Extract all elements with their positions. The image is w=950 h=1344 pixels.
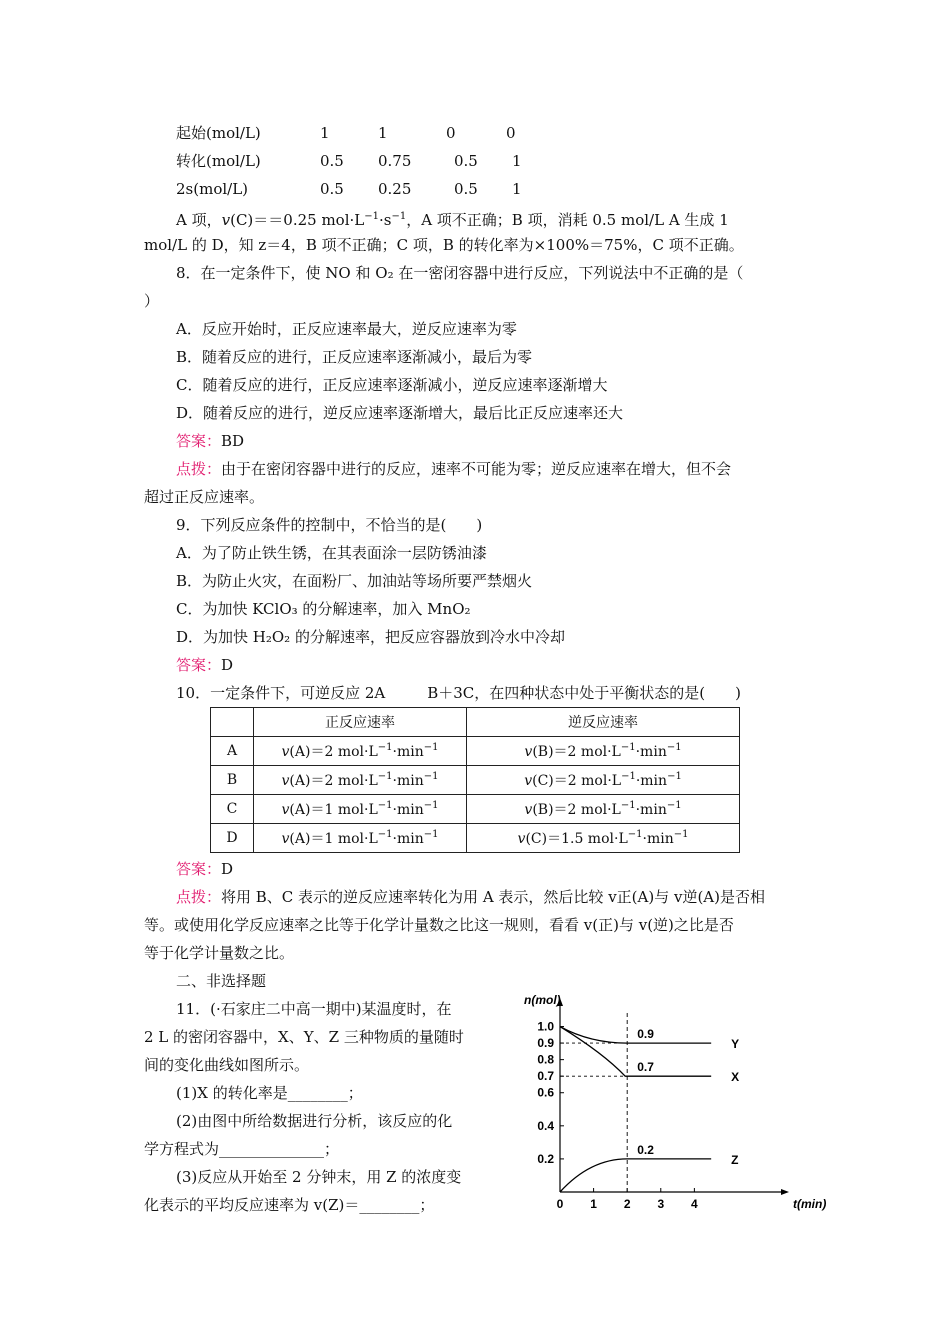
q10-hint-cont: 等。或使用化学反应速率之比等于化学计量数之比这一规则，看看 v(正)与 v(逆)之比是否 xyxy=(144,916,734,934)
section-heading: 二、非选择题 xyxy=(176,972,267,990)
series-value-label-z: 0.2 xyxy=(637,1142,654,1157)
q11-sub3-cont: 化表示的平均反应速率为 v(Z)＝________； xyxy=(144,1196,435,1214)
q8-stem: 8．在一定条件下，使 NO 和 O₂ 在一密闭容器中进行反应，下列说法中不正确的是（ xyxy=(176,264,744,282)
series-value-label-x: 0.7 xyxy=(637,1060,654,1075)
q9-option-c: C．为加快 KClO₃ 的分解速率，加入 MnO₂ xyxy=(176,600,471,618)
q8-hint: 点拨：由于在密闭容器中进行的反应，速率不可能为零；逆反应速率在增大，但不会 xyxy=(176,460,732,478)
x-tick-label: 0 xyxy=(556,1197,564,1211)
y-tick-label: 0.6 xyxy=(537,1085,554,1100)
q8-answer: 答案：BD xyxy=(176,432,245,450)
q11-sub3: (3)反应从开始至 2 分钟末，用 Z 的浓度变 xyxy=(176,1168,462,1186)
series-line-x xyxy=(560,1027,711,1077)
q10-stem: 10．一定条件下，可逆反应 2A B＋3C，在四种状态中处于平衡状态的是( ) xyxy=(176,684,741,702)
x-tick-label: 3 xyxy=(657,1197,665,1211)
x-tick-label: 2 xyxy=(623,1197,631,1211)
y-tick-label: 0.4 xyxy=(537,1118,554,1133)
q11-sub2-cont: 学方程式为______________； xyxy=(144,1140,340,1158)
q11-line: 2 L 的密闭容器中，X、Y、Z 三种物质的量随时 xyxy=(144,1028,464,1046)
series-name-x: X xyxy=(731,1070,740,1085)
y-tick-label: 0.2 xyxy=(537,1151,554,1166)
q10-answer: 答案：D xyxy=(176,860,234,878)
q8-option-d: D．随着反应的进行，逆反应速率逐渐增大，最后比正反应速率还大 xyxy=(176,404,624,422)
y-tick-label: 0.8 xyxy=(537,1052,554,1067)
q11-sub1: (1)X 的转化率是________； xyxy=(176,1084,363,1102)
series-line-z xyxy=(560,1159,711,1192)
q9-option-a: A．为了防止铁生锈，在其表面涂一层防锈油漆 xyxy=(176,544,487,562)
x-tick-label: 4 xyxy=(691,1197,698,1211)
q8-option-b: B．随着反应的进行，正反应速率逐渐减小，最后为零 xyxy=(176,348,533,366)
calc-row-change: 转化(mol/L) 0.5 0.75 0.5 1 xyxy=(176,152,522,170)
x-axis-label: t(min) xyxy=(793,1197,827,1211)
rate-table-header: 正反应速率 逆反应速率 xyxy=(211,708,740,737)
y-axis-label: n(mol) xyxy=(524,993,561,1007)
q9-stem: 9．下列反应条件的控制中，不恰当的是( ) xyxy=(176,516,483,534)
calc-row-2s: 2s(mol/L) 0.5 0.25 0.5 1 xyxy=(176,180,522,198)
rate-table-row: D v(A)＝1 $mol\cdot L^{-1}\cdot\min^{-1}$ v(C)＝1.5 $mol\cdot L^{-1}\cdot\min^{-1}$ xyxy=(211,824,740,853)
q11-line: 11．(·石家庄二中高一期中)某温度时，在 xyxy=(176,1000,452,1018)
rate-table xyxy=(210,707,740,853)
calc-row-start: 起始(mol/L) 1 1 0 0 xyxy=(176,124,516,142)
series-value-label-y: 0.9 xyxy=(637,1027,654,1042)
rate-table-row: C v(A)＝1 $mol\cdot L^{-1}\cdot\min^{-1}$ v(B)＝2 $mol\cdot L^{-1}\cdot\min^{-1}$ xyxy=(211,795,740,824)
explanation-line-2: mol/L 的 D，知 z＝4，B 项不正确；C 项，B 的转化率为×100%＝75%，C 项不正确。 xyxy=(144,236,744,254)
q11-sub2: (2)由图中所给数据进行分析，该反应的化 xyxy=(176,1112,453,1130)
q9-option-b: B．为防止火灾，在面粉厂、加油站等场所要严禁烟火 xyxy=(176,572,533,590)
y-tick-label: 0.9 xyxy=(537,1036,554,1051)
q9-answer: 答案：D xyxy=(176,656,234,674)
q9-option-d: D．为加快 H₂O₂ 的分解速率，把反应容器放到冷水中冷却 xyxy=(176,628,565,646)
explanation-line-1: A 项，v(C)＝＝0.25 $mol\cdot L^{-1}\cdot s^{-1}$，A 项不正确；B 项，消耗 0.5 mol/L A 生成 1 xyxy=(176,211,729,229)
y-tick-label: 0.7 xyxy=(537,1069,554,1084)
x-axis-arrow xyxy=(781,1189,789,1195)
q8-option-c: C．随着反应的进行，正反应速率逐渐减小，逆反应速率逐渐增大 xyxy=(176,376,608,394)
q8-hint-cont: 超过正反应速率。 xyxy=(144,488,265,506)
q11-line: 间的变化曲线如图所示。 xyxy=(144,1056,310,1074)
rate-table-row: B v(A)＝2 $mol\cdot L^{-1}\cdot\min^{-1}$ v(C)＝2 $mol\cdot L^{-1}\cdot\min^{-1}$ xyxy=(211,766,740,795)
q8-stem-cont: ） xyxy=(144,292,160,310)
q10-hint-cont-2: 等于化学计量数之比。 xyxy=(144,944,295,962)
series-name-z: Z xyxy=(731,1152,739,1167)
q10-hint: 点拨：将用 B、C 表示的逆反应速率转化为用 A 表示，然后比较 v正(A)与 v逆(A)是否相 xyxy=(176,888,765,906)
series-name-y: Y xyxy=(731,1037,740,1052)
y-tick-label: 1.0 xyxy=(537,1019,554,1034)
x-tick-label: 1 xyxy=(590,1197,597,1211)
mole-time-chart xyxy=(500,993,827,1230)
q8-option-a: A．反应开始时，正反应速率最大，逆反应速率为零 xyxy=(176,320,517,338)
rate-table-row: A v(A)＝2 $mol\cdot L^{-1}\cdot\min^{-1}$ v(B)＝2 $mol\cdot L^{-1}\cdot\min^{-1}$ xyxy=(211,737,740,766)
